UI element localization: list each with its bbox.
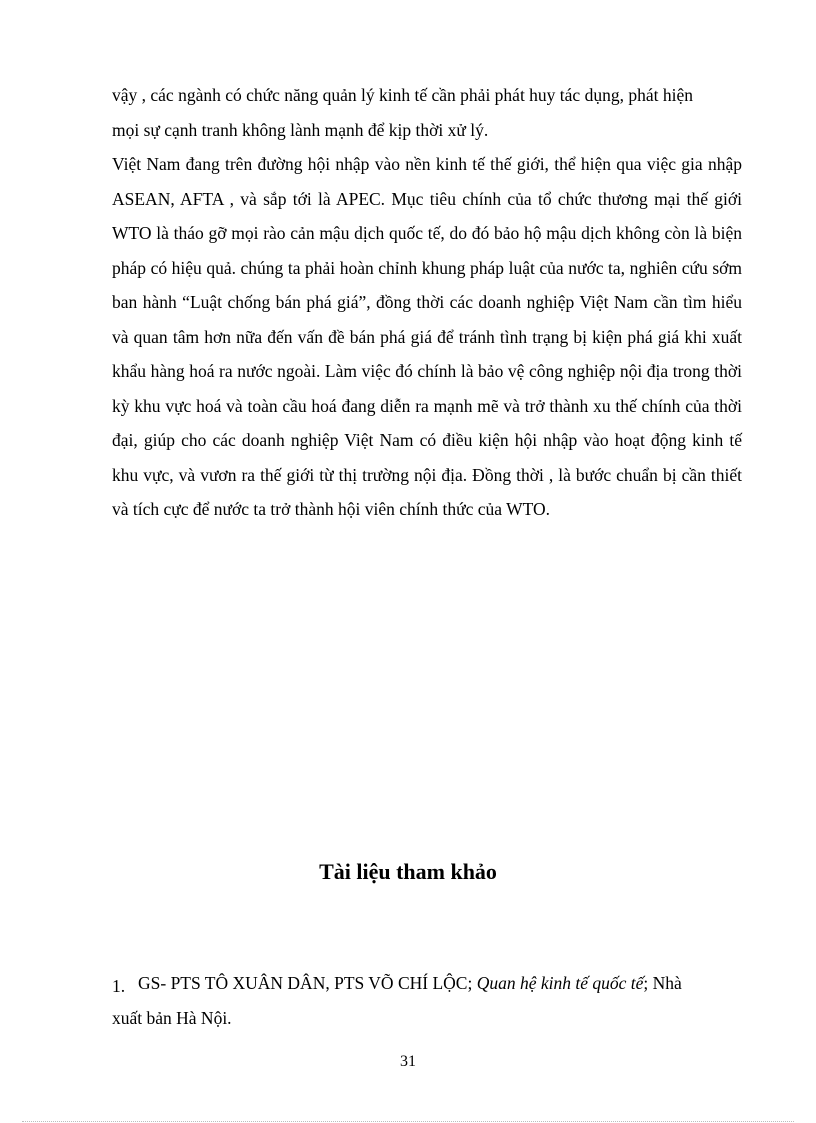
- reference-title: Quan hệ kinh tế quốc tế: [476, 973, 644, 993]
- paragraph-2: Việt Nam đang trên đường hội nhập vào nền kinh tế thế giới, thể hiện qua việc gia nhập ASEAN, AFTA , và sắp tới là APEC. Mục tiêu chính của tổ chức thương mại thế giới WTO là tháo gỡ mọi rào cản mậu dịch quốc tế, do đó bảo hộ mậu dịch không còn là biện pháp có hiệu quả. chúng ta phải hoàn chỉnh khung pháp luật của nước ta, nghiên cứu sớm ban hành “Luật chống bán phá giá”, đồng thời các doanh nghiệp Việt Nam cần tìm hiểu và quan tâm hơn nữa đến vấn đề bán phá giá để tránh tình trạng bị kiện phá giá khi xuất khẩu hàng hoá ra nước ngoài. Làm việc đó chính là bảo vệ công nghiệp nội địa trong thời kỳ khu vực hoá và toàn cầu hoá đang diễn ra mạnh mẽ và trở thành xu thế chính của thời đại, giúp cho các doanh nghiệp Việt Nam có điều kiện hội nhập vào hoạt động kinh tế khu vực, và vươn ra thế giới từ thị trường nội địa. Đồng thời , là bước chuẩn bị cần thiết và tích cực để nước ta trở thành hội viên chính thức của WTO.: [112, 154, 742, 519]
- reference-authors: GS- PTS TÔ XUÂN DÂN, PTS VÕ CHÍ LỘC;: [138, 973, 473, 993]
- reference-publisher-part1: ; Nhà: [643, 973, 682, 993]
- paragraph-1-line-2: mọi sự cạnh tranh không lành mạnh để kịp thời xử lý.: [112, 119, 489, 140]
- body-text: [112, 78, 742, 527]
- reference-item: [112, 966, 742, 1035]
- page-number: 31: [400, 1053, 416, 1070]
- reference-publisher-part2: xuất bản Hà Nội.: [112, 1007, 232, 1028]
- paragraph-1-line-1: vậy , các ngành có chức năng quản lý kinh tế cần phải phát huy tác dụng, phát hiện: [112, 85, 693, 105]
- reference-number: 1.: [112, 976, 126, 996]
- footer-divider: [22, 1121, 794, 1122]
- paragraph-1: [112, 78, 742, 147]
- references-heading: Tài liệu tham khảo: [319, 859, 497, 884]
- reference-text: [112, 966, 742, 1035]
